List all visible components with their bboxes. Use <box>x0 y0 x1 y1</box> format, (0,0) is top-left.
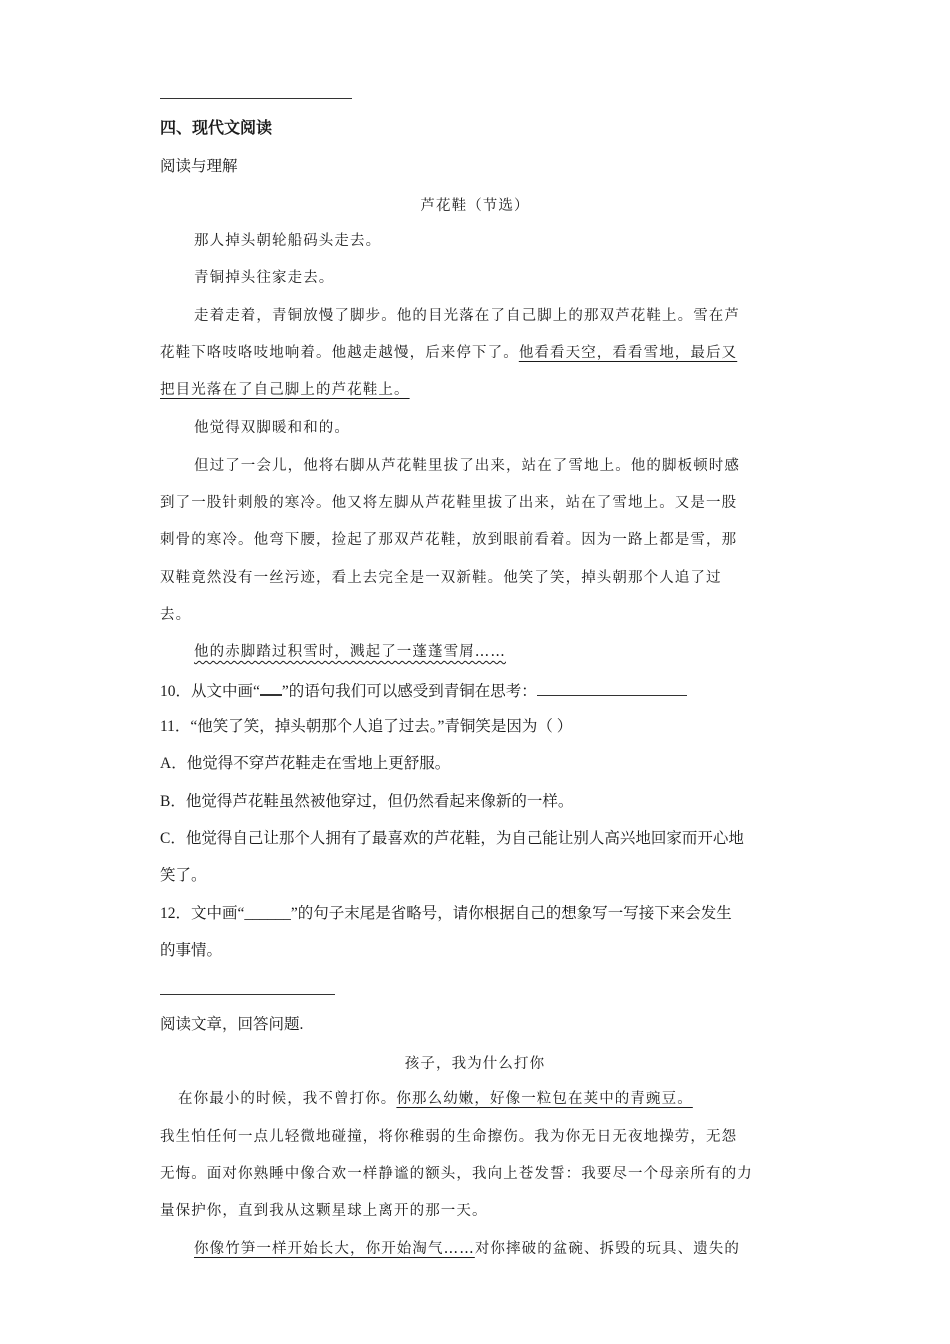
paragraph-6 <box>194 642 506 662</box>
option-a[interactable]: A．他觉得不穿芦花鞋走在雪地上更舒服。 <box>160 755 451 772</box>
paragraph-5-line-4: 双鞋竟然没有一丝污迹，看上去完全是一双新鞋。他笑了笑，掉头朝那个人追了过 <box>160 570 722 586</box>
paragraph-3-line-2 <box>160 343 737 363</box>
paragraph-1: 那人掉头朝轮船码头走去。 <box>194 233 382 249</box>
paragraph-text-cont: 对你摔破的盆碗、拆毁的玩具、遗失的 <box>474 1241 741 1257</box>
paragraph-3-line-1: 走着走着，青铜放慢了脚步。他的目光落在了自己脚上的那双芦花鞋上。雪在芦 <box>194 308 740 324</box>
paragraph-5-line-3: 刺骨的寒冷。他弯下腰，捡起了那双芦花鞋，放到眼前看着。因为一路上都是雪，那 <box>160 532 738 548</box>
story-title-2: 孩子，我为什么打你 <box>404 1056 546 1072</box>
question-12-line-2: 的事情。 <box>160 942 223 959</box>
reading-instruction: 阅读与理解 <box>160 158 238 175</box>
paragraph-3-text: 花鞋下咯吱咯吱地响着。他越走越慢，后来停下了。 <box>160 345 519 361</box>
paragraph-2-1-line-1 <box>178 1089 693 1109</box>
paragraph-5-line-2: 到了一股针刺般的寒冷。他又将左脚从芦花鞋里拔了出来，站在了雪地上。又是一股 <box>160 495 738 511</box>
answer-line-12[interactable] <box>160 994 335 995</box>
underlined-sentence-cont: 把目光落在了自己脚上的芦花鞋上。 <box>160 382 410 398</box>
paragraph-text: 在你最小的时候，我不曾打你。 <box>178 1091 397 1107</box>
underlined-sentence-2: 你那么幼嫩，好像一粒包在荚中的青豌豆。 <box>396 1091 693 1107</box>
option-c-line-1[interactable]: C．他觉得自己让那个人拥有了最喜欢的芦花鞋，为自己能让别人高兴地回家而开心地 <box>160 830 744 847</box>
paragraph-5-line-1: 但过了一会儿，他将右脚从芦花鞋里拔了出来，站在了雪地上。他的脚板顿时感 <box>194 458 740 474</box>
paragraph-4: 他觉得双脚暖和和的。 <box>194 420 350 436</box>
paragraph-2-1-line-2: 我生怕任何一点儿轻微地碰撞，将你稚弱的生命擦伤。我为你无日无夜地操劳，无怨 <box>160 1129 738 1145</box>
paragraph-2-1-line-4: 量保护你，直到我从这颗星球上离开的那一天。 <box>160 1203 488 1219</box>
question-12-line-1: 12．文中画“______”的句子末尾是省略号，请你根据自己的想象写一写接下来会发生 <box>160 905 732 922</box>
answer-blank-10[interactable] <box>537 681 687 696</box>
paragraph-2-2-line-1 <box>194 1239 740 1259</box>
underline-marker <box>260 680 282 696</box>
paragraph-2-1-line-3: 无悔。面对你熟睡中像合欢一样静谧的额头，我向上苍发誓：我要尽一个母亲所有的力 <box>160 1166 753 1182</box>
paragraph-3-line-3 <box>160 380 410 400</box>
reading-instruction-2: 阅读文章，回答问题. <box>160 1016 304 1033</box>
option-b[interactable]: B．他觉得芦花鞋虽然被他穿过，但仍然看起来像新的一样。 <box>160 793 574 810</box>
question-10-text-b: ”的语句我们可以感受到青铜在思考： <box>281 683 537 700</box>
top-answer-line <box>160 98 352 99</box>
question-10-text-a: 10．从文中画“ <box>160 683 260 700</box>
question-11: 11．“他笑了笑，掉头朝那个人追了过去。”青铜笑是因为（ ） <box>160 718 573 735</box>
story-title: 芦花鞋（节选） <box>420 198 530 214</box>
paragraph-2: 青铜掉头往家走去。 <box>194 270 335 286</box>
underlined-sentence: 他看看天空，看看雪地，最后又 <box>518 345 738 361</box>
underlined-sentence-3: 你像竹笋一样开始长大，你开始淘气…… <box>194 1241 475 1257</box>
section-heading: 四、现代文阅读 <box>160 120 273 137</box>
paragraph-5-line-5: 去。 <box>160 607 192 623</box>
question-10 <box>160 680 687 702</box>
wavy-underlined-sentence: 他的赤脚踏过积雪时，溅起了一蓬蓬雪屑…… <box>194 644 506 660</box>
option-c-line-2: 笑了。 <box>160 867 207 884</box>
